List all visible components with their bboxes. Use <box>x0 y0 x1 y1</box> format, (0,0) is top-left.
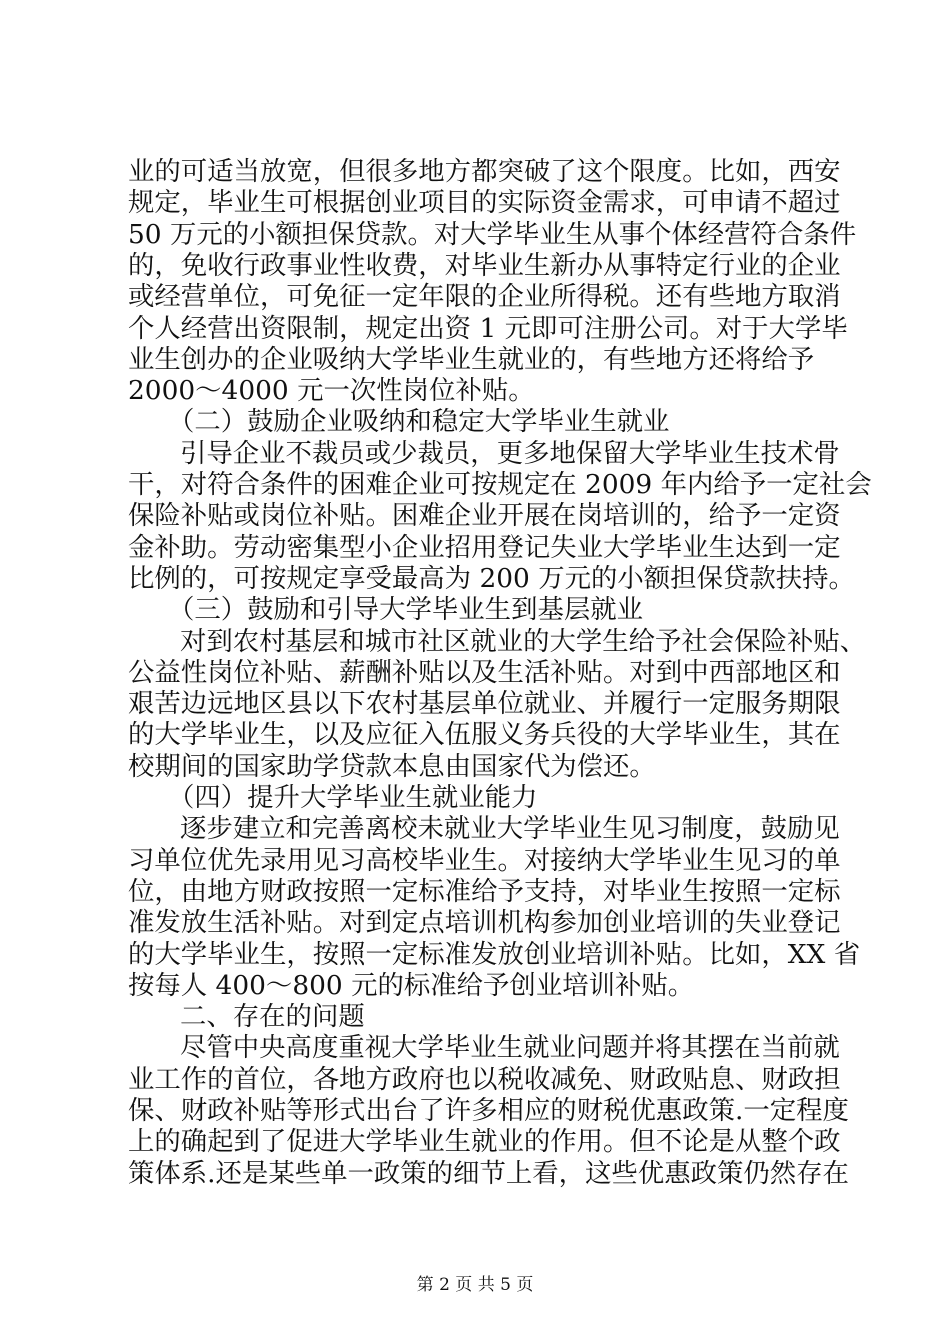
section-heading: （二）鼓励企业吸纳和稳定大学毕业生就业 <box>168 406 670 438</box>
text-line: 公益性岗位补贴、薪酬补贴以及生活补贴。对到中西部地区和 <box>128 656 841 688</box>
text-line: 业生创办的企业吸纳大学毕业生就业的，有些地方还将给予 <box>128 343 815 375</box>
text-line: 校期间的国家助学贷款本息由国家代为偿还。 <box>128 750 656 782</box>
text-line: 艰苦边远地区县以下农村基层单位就业、并履行一定服务期限 <box>128 688 841 720</box>
text-line: 比例的，可按规定享受最高为 200 万元的小额担保贷款扶持。 <box>128 562 855 594</box>
text-line: 2000～4000 元一次性岗位补贴。 <box>128 375 535 407</box>
text-line: 习单位优先录用见习高校毕业生。对接纳大学毕业生见习的单 <box>128 844 841 876</box>
text-line: 保险补贴或岗位补贴。困难企业开展在岗培训的，给予一定资 <box>128 500 841 532</box>
text-line: 干，对符合条件的困难企业可按规定在 2009 年内给予一定社会 <box>128 469 872 500</box>
text-line: 业工作的首位，各地方政府也以税收减免、财政贴息、财政担 <box>128 1063 841 1095</box>
text-line: 的，免收行政事业性收费，对毕业生新办从事特定行业的企业 <box>128 249 841 281</box>
text-line: 规定，毕业生可根据创业项目的实际资金需求，可申请不超过 <box>128 187 841 219</box>
text-line: 尽管中央高度重视大学毕业生就业问题并将其摆在当前就 <box>180 1032 840 1064</box>
text-line: 准发放生活补贴。对到定点培训机构参加创业培训的失业登记 <box>128 907 841 939</box>
section-heading: （三）鼓励和引导大学毕业生到基层就业 <box>168 594 644 626</box>
text-line: 引导企业不裁员或少裁员，更多地保留大学毕业生技术骨 <box>180 437 840 469</box>
text-line: 业的可适当放宽，但很多地方都突破了这个限度。比如，西安 <box>128 156 841 187</box>
text-line: 对到农村基层和城市社区就业的大学生给予社会保险补贴、 <box>180 625 867 657</box>
text-line: 逐步建立和完善离校未就业大学毕业生见习制度，鼓励见 <box>180 813 840 845</box>
text-line: 的大学毕业生，以及应征入伍服义务兵役的大学毕业生，其在 <box>128 719 841 751</box>
text-line: 的大学毕业生，按照一定标准发放创业培训补贴。比如，XX 省 <box>128 938 861 970</box>
text-line: 或经营单位，可免征一定年限的企业所得税。还有些地方取消 <box>128 281 841 313</box>
text-line: 金补助。劳动密集型小企业招用登记失业大学毕业生达到一定 <box>128 531 841 563</box>
section-heading: （四）提升大学毕业生就业能力 <box>168 782 538 813</box>
text-line: 位，由地方财政按照一定标准给予支持，对毕业生按照一定标 <box>128 875 841 907</box>
text-line: 上的确起到了促进大学毕业生就业的作用。但不论是从整个政 <box>128 1126 841 1158</box>
page-footer: 第 2 页 共 5 页 <box>416 1275 534 1295</box>
text-line: 个人经营出资限制，规定出资 1 元即可注册公司。对于大学毕 <box>128 312 848 344</box>
text-line: 策体系.还是某些单一政策的细节上看，这些优惠政策仍然存在 <box>128 1157 849 1189</box>
text-line: 保、财政补贴等形式出台了许多相应的财税优惠政策.一定程度 <box>128 1095 849 1126</box>
text-line: 按每人 400～800 元的标准给予创业培训补贴。 <box>128 969 695 1001</box>
section-heading: 二、存在的问题 <box>180 1001 365 1033</box>
text-line: 50 万元的小额担保贷款。对大学毕业生从事个体经营符合条件 <box>128 218 857 250</box>
